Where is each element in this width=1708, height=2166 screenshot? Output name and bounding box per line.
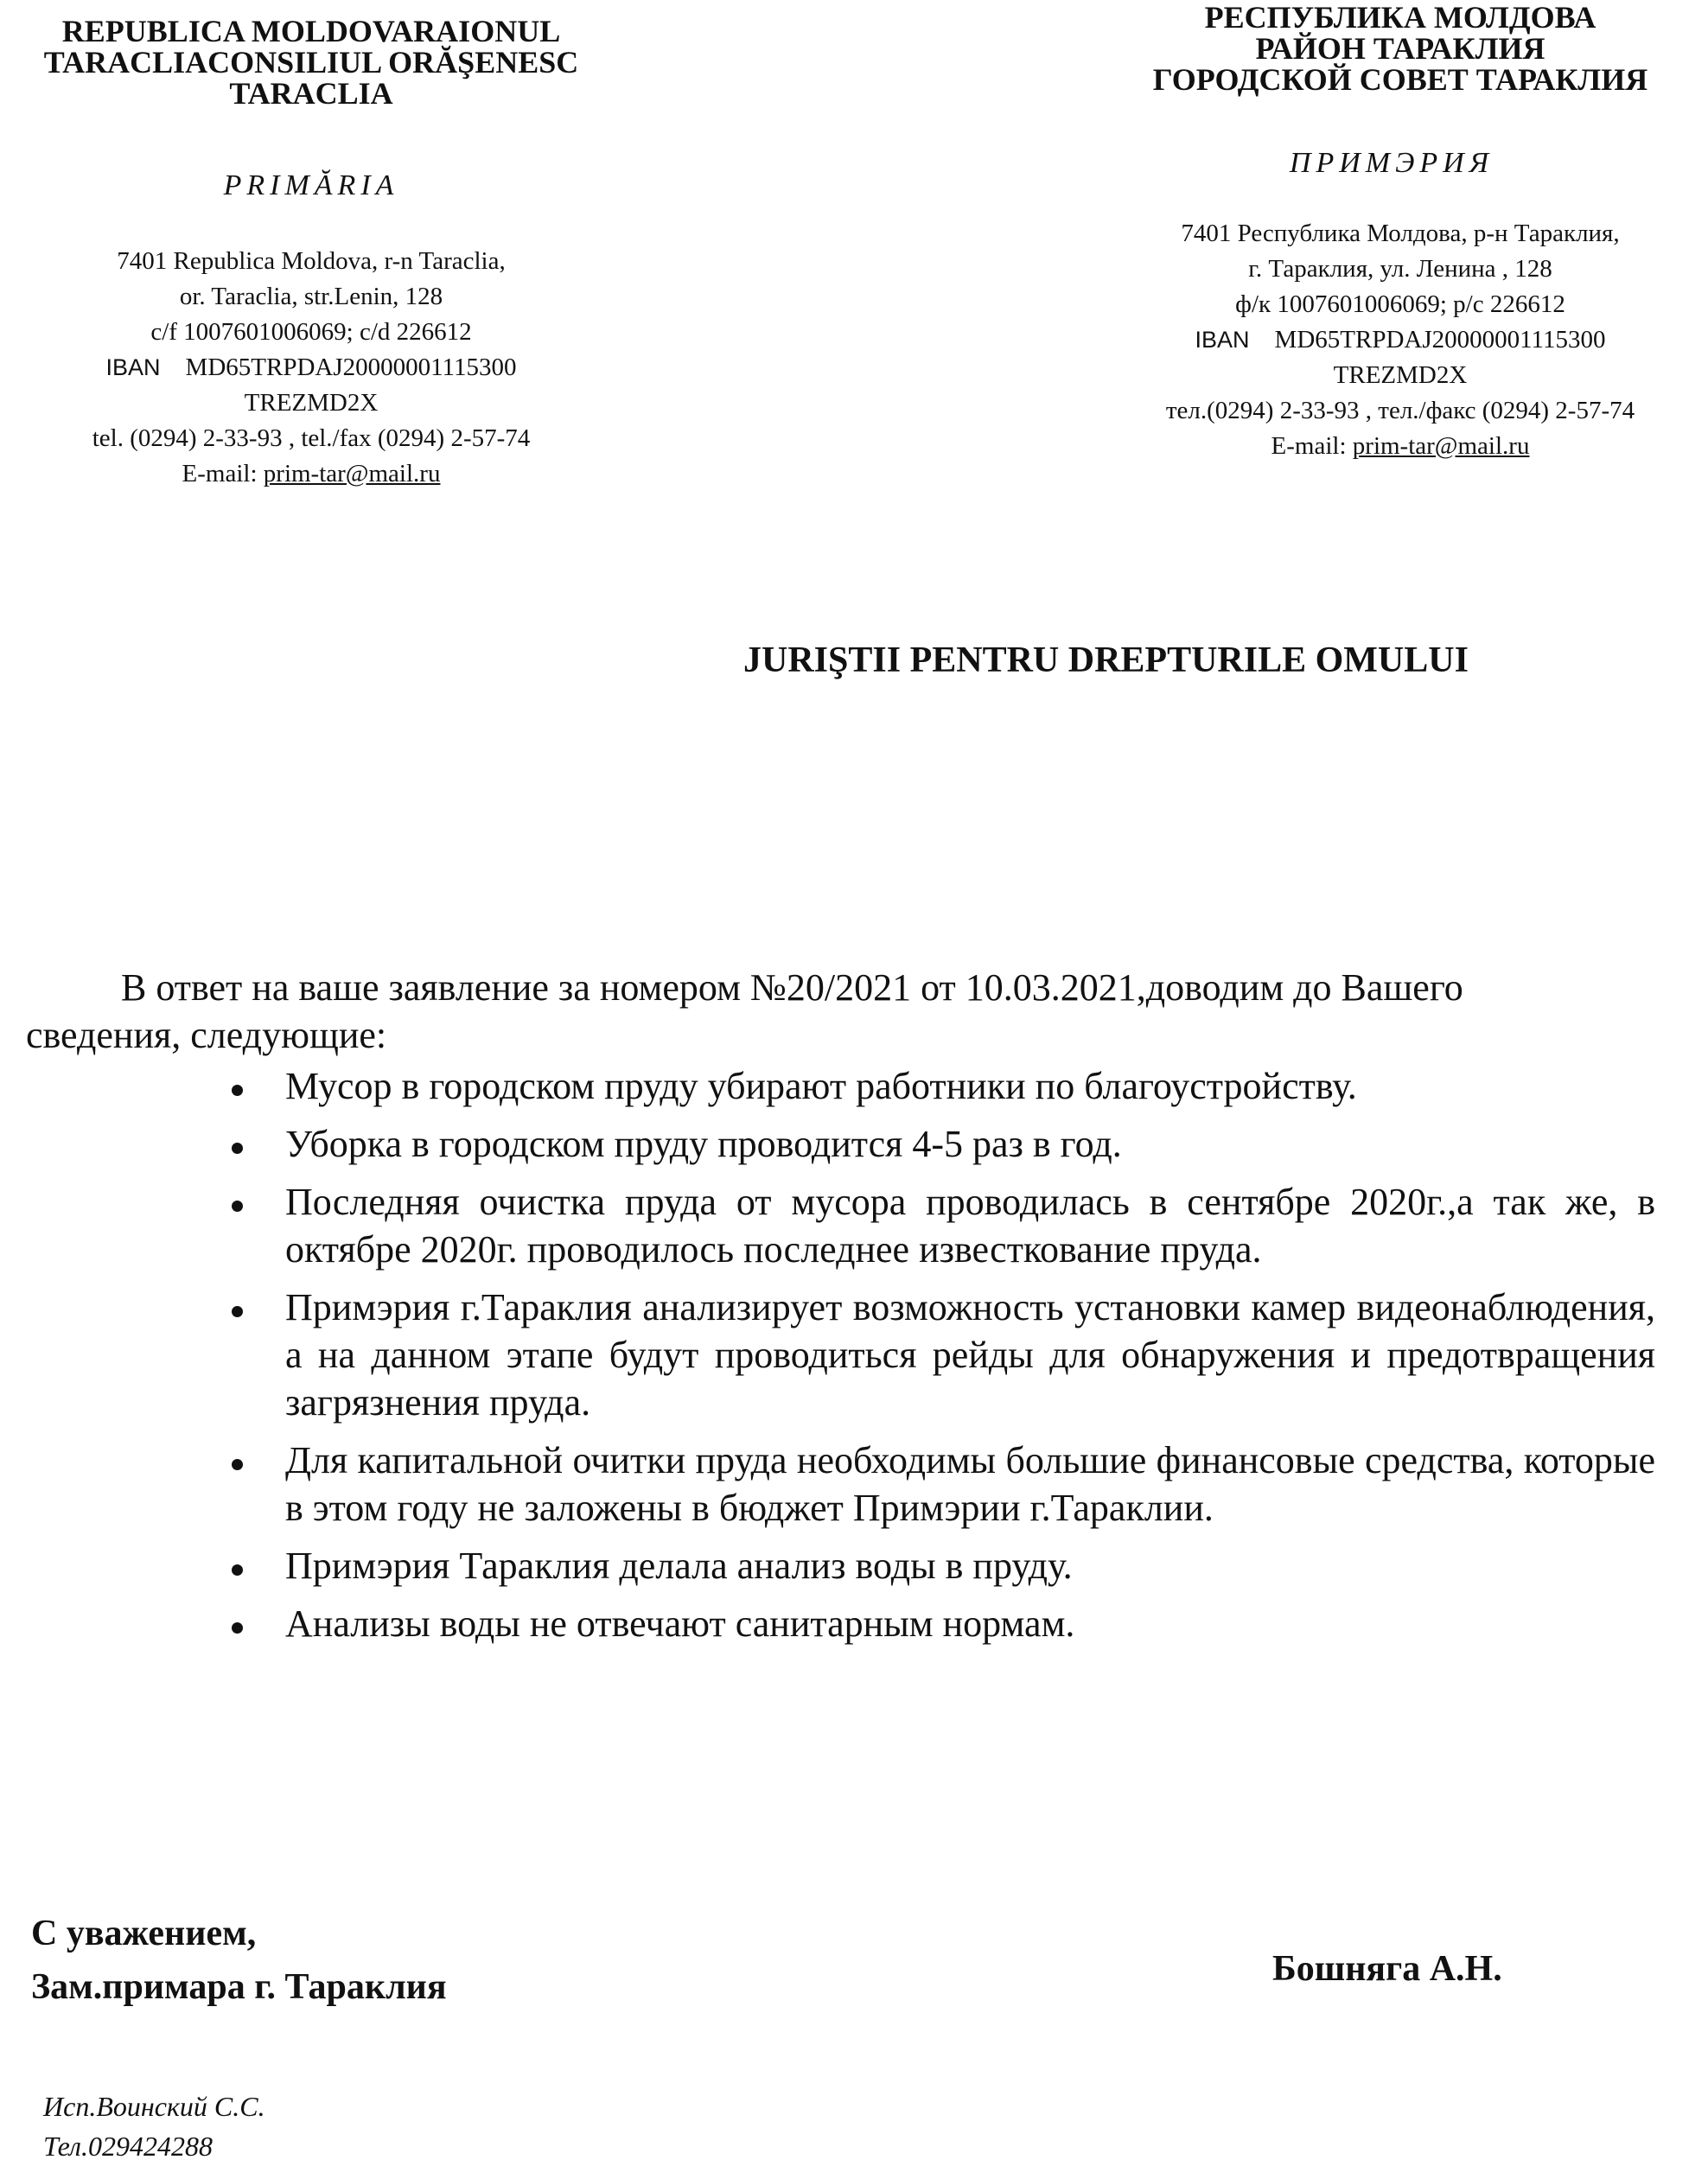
header-ro-addr1: 7401 Republica Moldova, r-n Taraclia, [117,247,506,275]
list-item-text: Анализы воды не отвечают санитарным нормам. [285,1602,1075,1645]
header-ro-line2: TARACLIACONSILIUL ORĂŞENESC [43,45,579,80]
bullet-icon [232,1459,243,1470]
list-item-text: Мусор в городском пруду убирают работники по благоустройству. [285,1065,1357,1107]
header-ru [1098,2,1703,464]
list-item-text: Уборка в городском пруду проводится 4-5 раз в год. [285,1123,1122,1165]
executor-name: Исп.Воинский С.С. [43,2091,265,2122]
header-ro-line1: REPUBLICA MOLDOVARAIONUL [61,14,561,48]
bullet-icon [232,1306,243,1317]
list-item [26,1600,1623,1647]
header-ru-office: ПРИМЭРИЯ [1289,147,1494,179]
executor [43,2086,265,2166]
header-ru-addr2: г. Тараклия, ул. Ленина , 128 [1248,255,1552,283]
header-ro-addr2: or. Taraclia, str.Lenin, 128 [179,283,443,310]
header-ro-email-label: E-mail: [182,460,258,487]
header-ro-bank: TREZMD2X [244,389,379,417]
closing [31,1907,447,2014]
letter-points [26,1062,1655,1647]
list-item [26,1178,1655,1273]
header-ru-iban-label: IBAN [1195,327,1250,353]
bullet-icon [232,1622,243,1634]
header-ru-iban-value: MD65TRPDAJ20000001115300 [1274,326,1606,354]
header-ro-phone: tel. (0294) 2-33-93 , tel./fax (0294) 2-57-74 [92,424,531,452]
header-ru-line2: РАЙОН ТАРАКЛИЯ [1255,31,1545,66]
closing-position: Зам.примара г. Тараклия [31,1967,447,2007]
list-item-text: Примэрия г.Тараклия анализирует возможность установки камер видеонаблюдения, а на данном этапе будут проводиться рейды для обнаружения и предотвращения загрязнения пруда. [285,1286,1655,1424]
bullet-icon [232,1085,243,1096]
header-ru-addr1: 7401 Республика Молдова, р-н Тараклия, [1181,220,1620,247]
header-ru-phone: тел.(0294) 2-33-93 , тел./факс (0294) 2-57-74 [1165,397,1635,424]
bullet-icon [232,1143,243,1154]
signer-name: Бошняга А.Н. [1272,1949,1502,1989]
header-ro-line3: TARACLIA [229,76,393,111]
closing-regards: С уважением, [31,1914,257,1953]
list-item-text: Последняя очистка пруда от мусора проводилась в сентябре 2020г.,а так же, в октябре 2020г. проводилось последнее известкование пруда. [285,1181,1655,1271]
header-ru-bank: TREZMD2X [1333,361,1468,389]
list-item [26,1120,1623,1168]
header-ru-address [1098,216,1703,464]
list-item [26,1284,1655,1426]
header-ru-addr3: ф/к 1007601006069; р/с 226612 [1235,290,1565,318]
list-item-text: Для капитальной очитки пруда необходимы большие финансовые средства, которые в этом году не заложены в бюджет Примэрии г.Тараклии. [285,1439,1655,1529]
header-ru-line3: ГОРОДСКОЙ СОВЕТ ТАРАКЛИЯ [1152,62,1648,97]
header-ru-email-label: E-mail: [1271,432,1347,460]
header-ro [0,16,622,492]
header-ro-address [0,244,622,492]
header-ru-email-link[interactable]: prim-tar@mail.ru [1352,432,1530,460]
executor-phone: Тел.029424288 [43,2131,213,2162]
list-item [26,1062,1623,1110]
letter-intro: В ответ на ваше заявление за номером №20/2021 от 10.03.2021,доводим до Вашего сведения, следующие: [26,966,1463,1056]
header-ru-line1: РЕСПУБЛИКА МОЛДОВА [1204,0,1596,35]
header-ro-office: PRIMĂRIA [223,169,399,201]
bullet-icon [232,1564,243,1576]
recipient: JURIŞTII PENTRU DREPTURILE OMULUI [743,640,1469,680]
header-ro-email [0,456,622,492]
list-item [26,1542,1623,1589]
list-item [26,1437,1655,1532]
header-ru-iban [1098,322,1703,358]
list-item-text: Примэрия Тараклия делала анализ воды в пруду. [285,1545,1073,1587]
header-ro-email-link[interactable]: prim-tar@mail.ru [263,460,441,487]
header-ro-iban [0,350,622,385]
header-ru-email [1098,429,1703,464]
letter-body [26,964,1655,1647]
bullet-icon [232,1201,243,1212]
header-ro-addr3: c/f 1007601006069; c/d 226612 [150,318,472,346]
header-ro-iban-label: IBAN [105,354,161,380]
header-ro-iban-value: MD65TRPDAJ20000001115300 [185,354,517,381]
